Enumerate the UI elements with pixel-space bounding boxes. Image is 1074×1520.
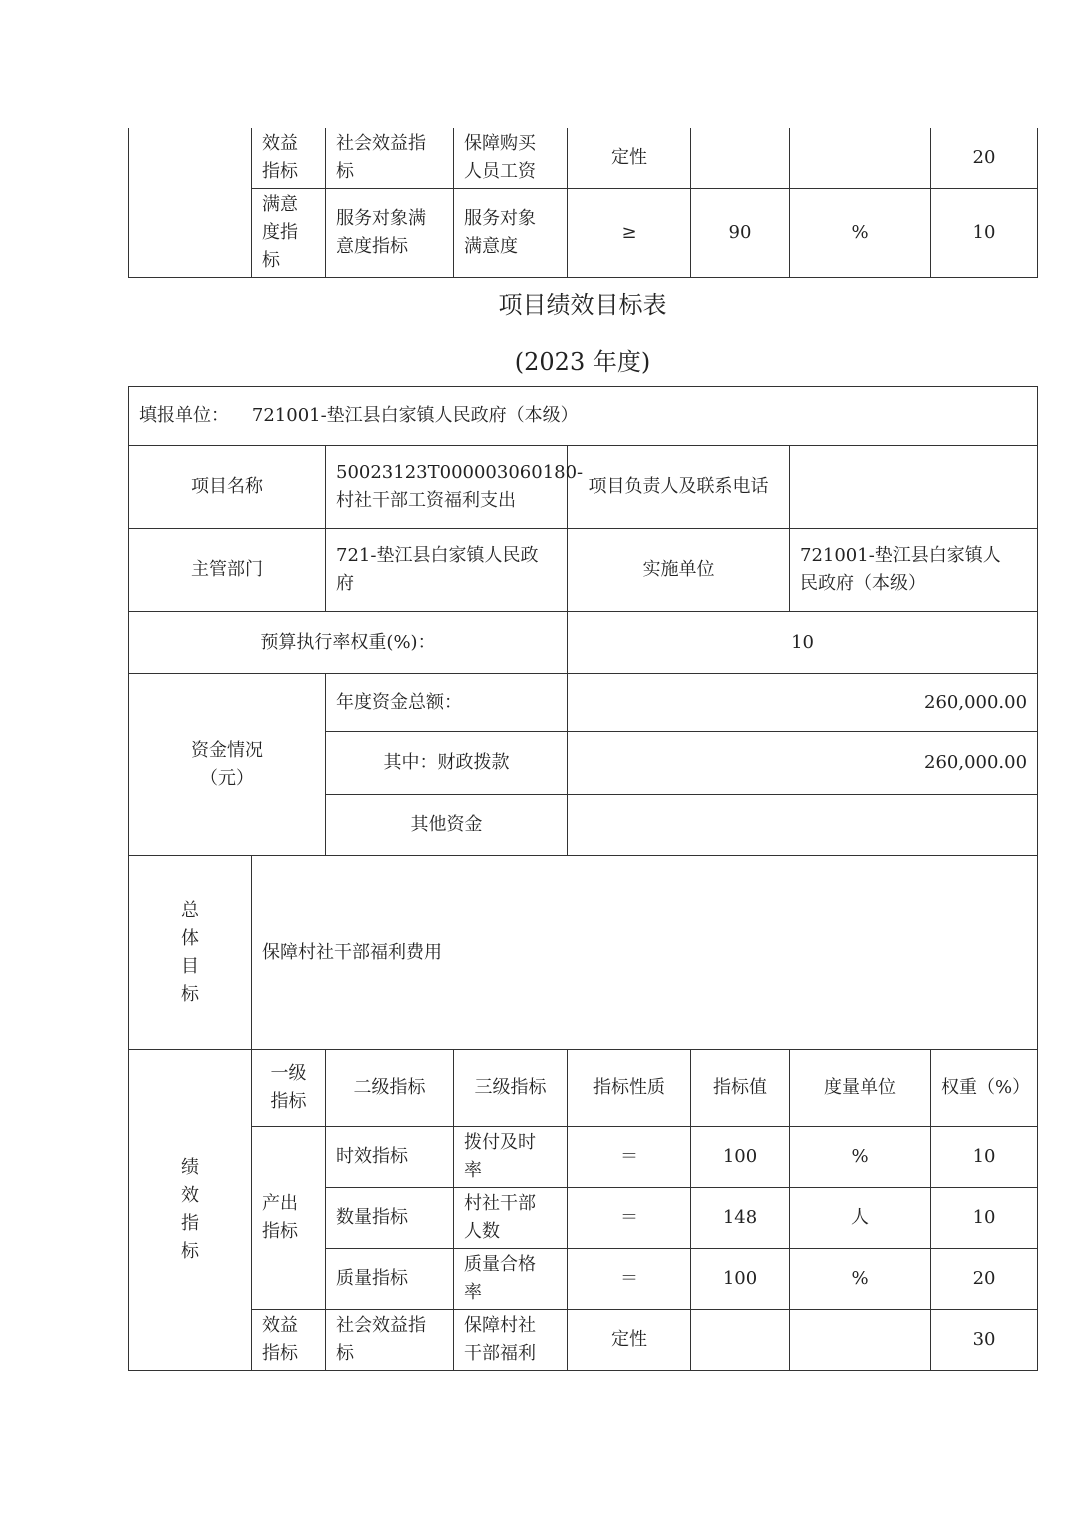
level2-cell: 社会效益指 标 — [326, 1310, 454, 1371]
unit-cell: % — [790, 1249, 931, 1310]
value-cell — [691, 128, 790, 189]
header-value: 指标值 — [691, 1050, 790, 1127]
level3-cell: 服务对象 满意度 — [454, 189, 568, 278]
funds-label: 资金情况 （元） — [129, 674, 326, 856]
weight-cell: 10 — [931, 1188, 1038, 1249]
reporting-unit-label: 填报单位： — [139, 405, 229, 426]
level1-cell: 效益 指标 — [252, 1310, 326, 1371]
nature-cell: ＝ — [568, 1249, 691, 1310]
value-cell: 100 — [691, 1249, 790, 1310]
table-row — [129, 128, 1038, 189]
budget-rate-label: 预算执行率权重(%)： — [129, 612, 568, 674]
level2-cell: 数量指标 — [326, 1188, 454, 1249]
project-name-label: 项目名称 — [129, 446, 326, 529]
dept-label: 主管部门 — [129, 529, 326, 612]
level2-cell: 质量指标 — [326, 1249, 454, 1310]
nature-cell: ＝ — [568, 1127, 691, 1188]
impl-value: 721001-垫江县白家镇人 民政府（本级） — [790, 529, 1038, 612]
level3-cell: 质量合格 率 — [454, 1249, 568, 1310]
performance-indicator-label: 绩 效 指 标 — [129, 1050, 252, 1371]
header-unit: 度量单位 — [790, 1050, 931, 1127]
header-weight: 权重（%） — [931, 1050, 1038, 1127]
level1-cell: 满意 度指 标 — [252, 189, 326, 278]
unit-cell: % — [790, 189, 931, 278]
fiscal-label: 其中：财政拨款 — [326, 732, 568, 795]
other-funds-value — [568, 795, 1038, 856]
table-row — [129, 674, 1038, 732]
unit-cell — [790, 1310, 931, 1371]
weight-cell: 30 — [931, 1310, 1038, 1371]
other-funds-label: 其他资金 — [326, 795, 568, 856]
level3-cell: 拨付及时 率 — [454, 1127, 568, 1188]
table-row — [129, 387, 1038, 446]
fiscal-value: 260,000.00 — [568, 732, 1038, 795]
impl-label: 实施单位 — [568, 529, 790, 612]
level3-cell: 保障购买 人员工资 — [454, 128, 568, 189]
weight-cell: 20 — [931, 1249, 1038, 1310]
reporting-unit-value: 721001-垫江县白家镇人民政府（本级） — [251, 405, 579, 426]
value-cell: 148 — [691, 1188, 790, 1249]
level3-cell: 村社干部 人数 — [454, 1188, 568, 1249]
unit-cell: % — [790, 1127, 931, 1188]
project-lead-value — [790, 446, 1038, 529]
table-row — [129, 612, 1038, 674]
blank-cell — [129, 128, 252, 278]
weight-cell: 10 — [931, 1127, 1038, 1188]
previous-indicator-table — [128, 128, 1038, 278]
value-cell — [691, 1310, 790, 1371]
header-level1: 一级 指标 — [252, 1050, 326, 1127]
unit-cell — [790, 128, 931, 189]
year-subtitle: (2023 年度) — [514, 348, 651, 376]
annual-total-label: 年度资金总额： — [326, 674, 568, 732]
table-header-row — [129, 1050, 1038, 1127]
performance-goal-table — [128, 386, 1038, 1371]
weight-cell: 20 — [931, 128, 1038, 189]
dept-value: 721-垫江县白家镇人民政 府 — [326, 529, 568, 612]
table-row — [129, 446, 1038, 529]
header-level2: 二级指标 — [326, 1050, 454, 1127]
value-cell: 90 — [691, 189, 790, 278]
nature-cell: ＝ — [568, 1188, 691, 1249]
table-row — [129, 529, 1038, 612]
level3-cell: 保障村社 干部福利 — [454, 1310, 568, 1371]
weight-cell: 10 — [931, 189, 1038, 278]
header-level3: 三级指标 — [454, 1050, 568, 1127]
reporting-unit-cell — [129, 387, 1038, 446]
level1-cell: 效益 指标 — [252, 128, 326, 189]
annual-total-value: 260,000.00 — [568, 674, 1038, 732]
overall-goal-label: 总 体 目 标 — [129, 856, 252, 1050]
project-lead-label: 项目负责人及联系电话 — [568, 446, 790, 529]
level2-cell: 服务对象满 意度指标 — [326, 189, 454, 278]
nature-cell: 定性 — [568, 1310, 691, 1371]
budget-rate-value: 10 — [568, 612, 1038, 674]
level2-cell: 时效指标 — [326, 1127, 454, 1188]
nature-cell: ≥ — [568, 189, 691, 278]
value-cell: 100 — [691, 1127, 790, 1188]
level2-cell: 社会效益指 标 — [326, 128, 454, 189]
header-nature: 指标性质 — [568, 1050, 691, 1127]
table-row — [129, 1127, 1038, 1188]
output-indicator-label: 产出 指标 — [252, 1127, 326, 1310]
overall-goal-value: 保障村社干部福利费用 — [252, 856, 1038, 1050]
table-row — [129, 856, 1038, 1050]
table-row — [129, 1310, 1038, 1371]
page-title: 项目绩效目标表 — [498, 291, 667, 319]
table-row — [129, 189, 1038, 278]
nature-cell: 定性 — [568, 128, 691, 189]
unit-cell: 人 — [790, 1188, 931, 1249]
project-name-value: 50023123T000003060180- 村社干部工资福利支出 — [326, 446, 568, 529]
